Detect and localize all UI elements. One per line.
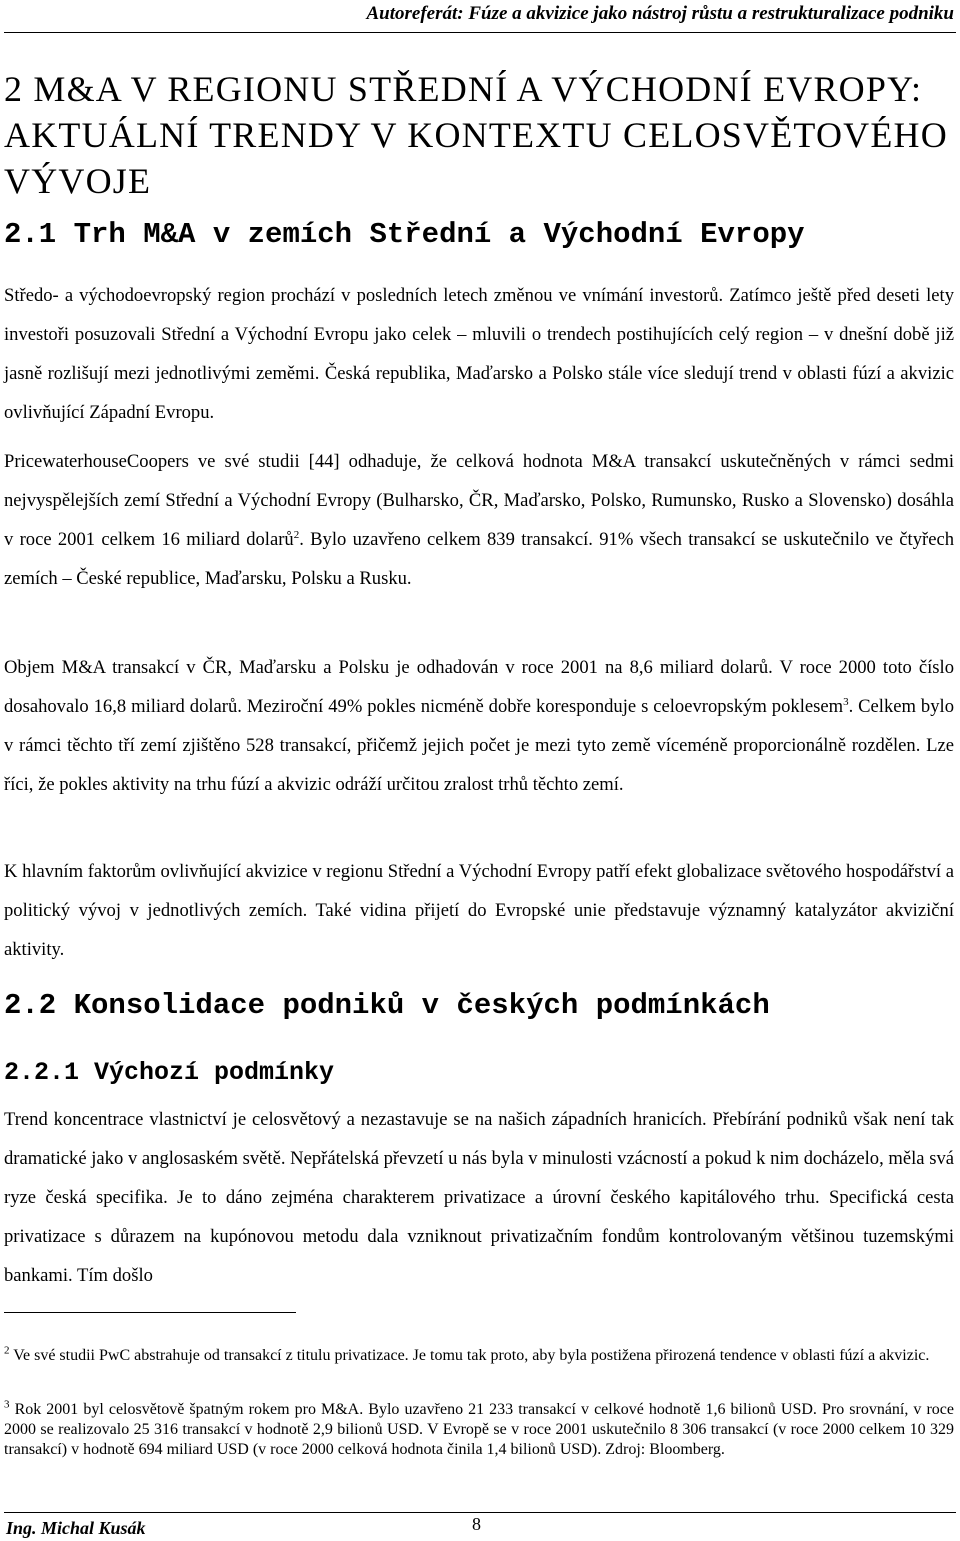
page-number: 8 bbox=[472, 1514, 481, 1534]
footnote-mark: 3 bbox=[4, 1398, 10, 1411]
paragraph-initial-conditions: Trend koncentrace vlastnictví je celosvětový a nezastavuje se na našich západních hranicích. Přebírání podniků však není tak dramatické jako v anglosaském světě. Nepřátelská převzetí u nás byla v minulosti vzácností a pokud k nim docházelo, měla svá ryze česká specifika. Je to dáno zejména charakterem privatizace a úrovní českého kapitálového trhu. Specifická cesta privatizace s důrazem na kupónovou metodu dala vzniknout privatizačním fondům kontrolovaným většinou tuzemskými bankami. Tím došlo bbox=[4, 1109, 954, 1286]
paragraph-factors: K hlavním faktorům ovlivňující akvizice v regionu Střední a Východní Evropy patří efekt globalizace světového hospodářství a politický vývoj v jednotlivých zemích. Také vidina přijetí do Evropské unie představuje významný katalyzátor akviziční aktivity. bbox=[4, 861, 954, 960]
header-rule bbox=[4, 32, 956, 33]
footnote-separator bbox=[4, 1312, 296, 1313]
footnote-text: Ve své studii PwC abstrahuje od transakcí z titulu privatizace. Je tomu tak proto, aby byla postižena přirozená tendence v oblasti fúzí a akvizic. bbox=[13, 1347, 930, 1364]
footer-rule bbox=[4, 1512, 956, 1513]
footnote-mark: 2 bbox=[4, 1344, 10, 1357]
paragraph-investor-perception: Středo- a východoevropský region prochází v posledních letech změnou ve vnímání investorů. Zatímco ještě před deseti lety investoři posuzovali Střední a Východní Evropu jako celek – mluvili o trendech postihujících celý region – v dnešní době již jasně rozlišují mezi jednotlivými zeměmi. Česká republika, Maďarsko a Polsko stále více sledují trend v oblasti fúzí a akvizic ovlivňující Západní Evropu. bbox=[4, 285, 954, 423]
section-2-2-heading: 2.2 Konsolidace podniků v českých podmínkách bbox=[4, 989, 770, 1022]
section-2-2-1-heading: 2.2.1 Výchozí podmínky bbox=[4, 1058, 335, 1087]
paragraph-text: PricewaterhouseCoopers ve své studii [44] odhaduje, že celková hodnota M&A transakcí uskutečněných v rámci sedmi nejvyspělejších zemí Střední a Východní Evropy (Bulharsko, ČR, Maďarsko, Polsko, Rumunsko, Rusko a Slovensko) dosáhla v roce 2001 celkem 16 miliard dolarů bbox=[4, 451, 954, 550]
paragraph-text: . Bylo uzavřeno celkem 839 transakcí. 91% všech transakcí se uskutečnilo ve čtyřech zemích – České republice, Maďarsku, Polsku a Rusku. bbox=[4, 529, 954, 589]
footer-author: Ing. Michal Kusák bbox=[6, 1518, 146, 1538]
footnote-ref-3[interactable]: 3 bbox=[843, 695, 849, 708]
running-header: Autoreferát: Fúze a akvizice jako nástroj růstu a restrukturalizace podniku bbox=[366, 3, 954, 24]
paragraph-text: . Celkem bylo v rámci těchto tří zemí zjištěno 528 transakcí, přičemž jejich počet je mezi tyto země víceméně proporcionálně rozdělen. Lze říci, že pokles aktivity na trhu fúzí a akvizic odráží určitou zralost trhů těchto zemí. bbox=[4, 696, 954, 795]
section-2-1-heading: 2.1 Trh M&A v zemích Střední a Východní Evropy bbox=[4, 218, 805, 251]
footnote-2 bbox=[4, 1346, 954, 1366]
footnote-text: Rok 2001 byl celosvětově špatným rokem pro M&A. Bylo uzavřeno 21 233 transakcí v celkové hodnotě 1,6 bilionů USD. Pro srovnání, v roce 2000 se realizovalo 25 316 transakcí v hodnotě 2,9 bilionů USD. V Evropě se v roce 2001 uskutečnilo 8 306 transakcí (v roce 2000 celkem 10 329 transakcí) v hodnotě 694 miliard USD (v roce 2000 celková hodnota činila 1,4 bilionů USD). Zdroj: Bloomberg. bbox=[4, 1401, 955, 1458]
paragraph-volume bbox=[4, 648, 954, 804]
paragraph-pwc-study bbox=[4, 442, 954, 598]
paragraph-text: Objem M&A transakcí v ČR, Maďarsku a Polsku je odhadován v roce 2001 na 8,6 miliard dolarů. V roce 2000 toto číslo dosahovalo 16,8 miliard dolarů. Meziroční 49% pokles nicméně dobře koresponduje s celoevropským poklesem bbox=[4, 657, 954, 717]
footnote-3 bbox=[4, 1400, 954, 1460]
footnote-ref-2[interactable]: 2 bbox=[293, 528, 300, 541]
chapter-heading: 2 M&A V REGIONU STŘEDNÍ A VÝCHODNÍ EVROPY: AKTUÁLNÍ TRENDY V KONTEXTU CELOSVĚTOVÉHO VÝVOJE bbox=[4, 69, 948, 201]
